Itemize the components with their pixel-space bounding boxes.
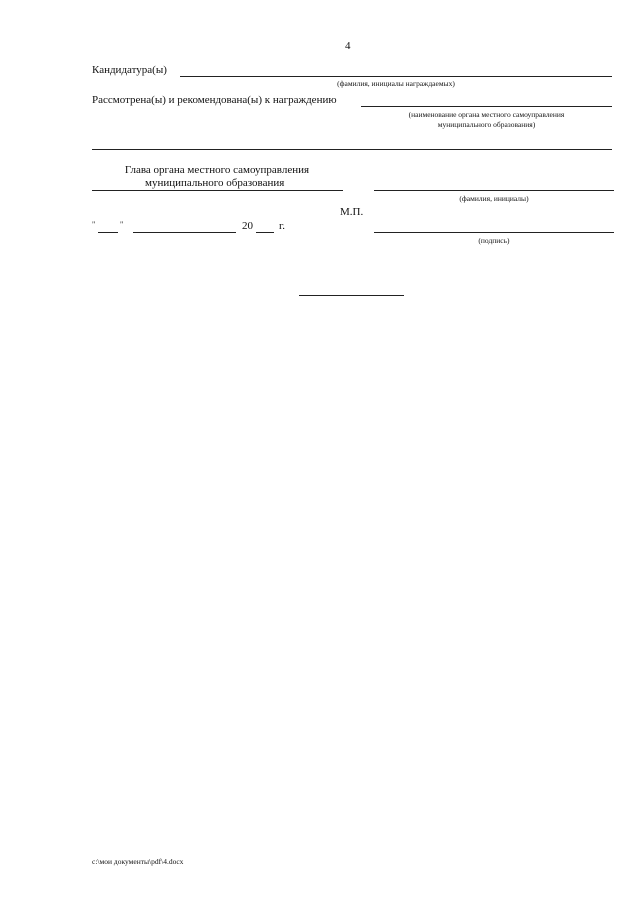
- footer-file-path: c:\мои документы\pdf\4.docx: [92, 857, 184, 866]
- reviewed-label: Рассмотрена(ы) и рекомендована(ы) к награждению: [92, 94, 337, 106]
- reviewed-fill-line: [361, 106, 612, 107]
- reviewed-caption-line2: муниципального образования): [437, 120, 536, 129]
- signature-caption: (подпись): [478, 236, 510, 245]
- date-year-suffix: г.: [279, 220, 286, 232]
- signature-fill-line: [374, 232, 614, 233]
- head-title-underline: [92, 190, 343, 191]
- date-day-line: [98, 232, 118, 233]
- reviewed-caption-line1: (наименование органа местного самоуправления: [408, 110, 565, 119]
- candidates-fill-line: [180, 76, 612, 77]
- full-width-separator: [92, 149, 612, 150]
- end-separator-line: [299, 295, 404, 296]
- candidates-label: Кандидатура(ы): [92, 64, 167, 76]
- date-quote-close: ": [120, 220, 124, 229]
- date-quote-open: ": [92, 220, 96, 229]
- date-month-line: [133, 232, 236, 233]
- date-year-prefix: 20: [242, 220, 253, 232]
- head-title-line2: муниципального образования: [145, 177, 285, 189]
- head-title-line1: Глава органа местного самоуправления: [124, 164, 310, 176]
- stamp-label: М.П.: [340, 206, 364, 218]
- page-number: 4: [345, 40, 351, 52]
- name-fill-line: [374, 190, 614, 191]
- candidates-caption: (фамилия, инициалы награждаемых): [337, 79, 455, 88]
- date-year-line: [256, 232, 274, 233]
- name-caption: (фамилия, инициалы): [459, 194, 529, 203]
